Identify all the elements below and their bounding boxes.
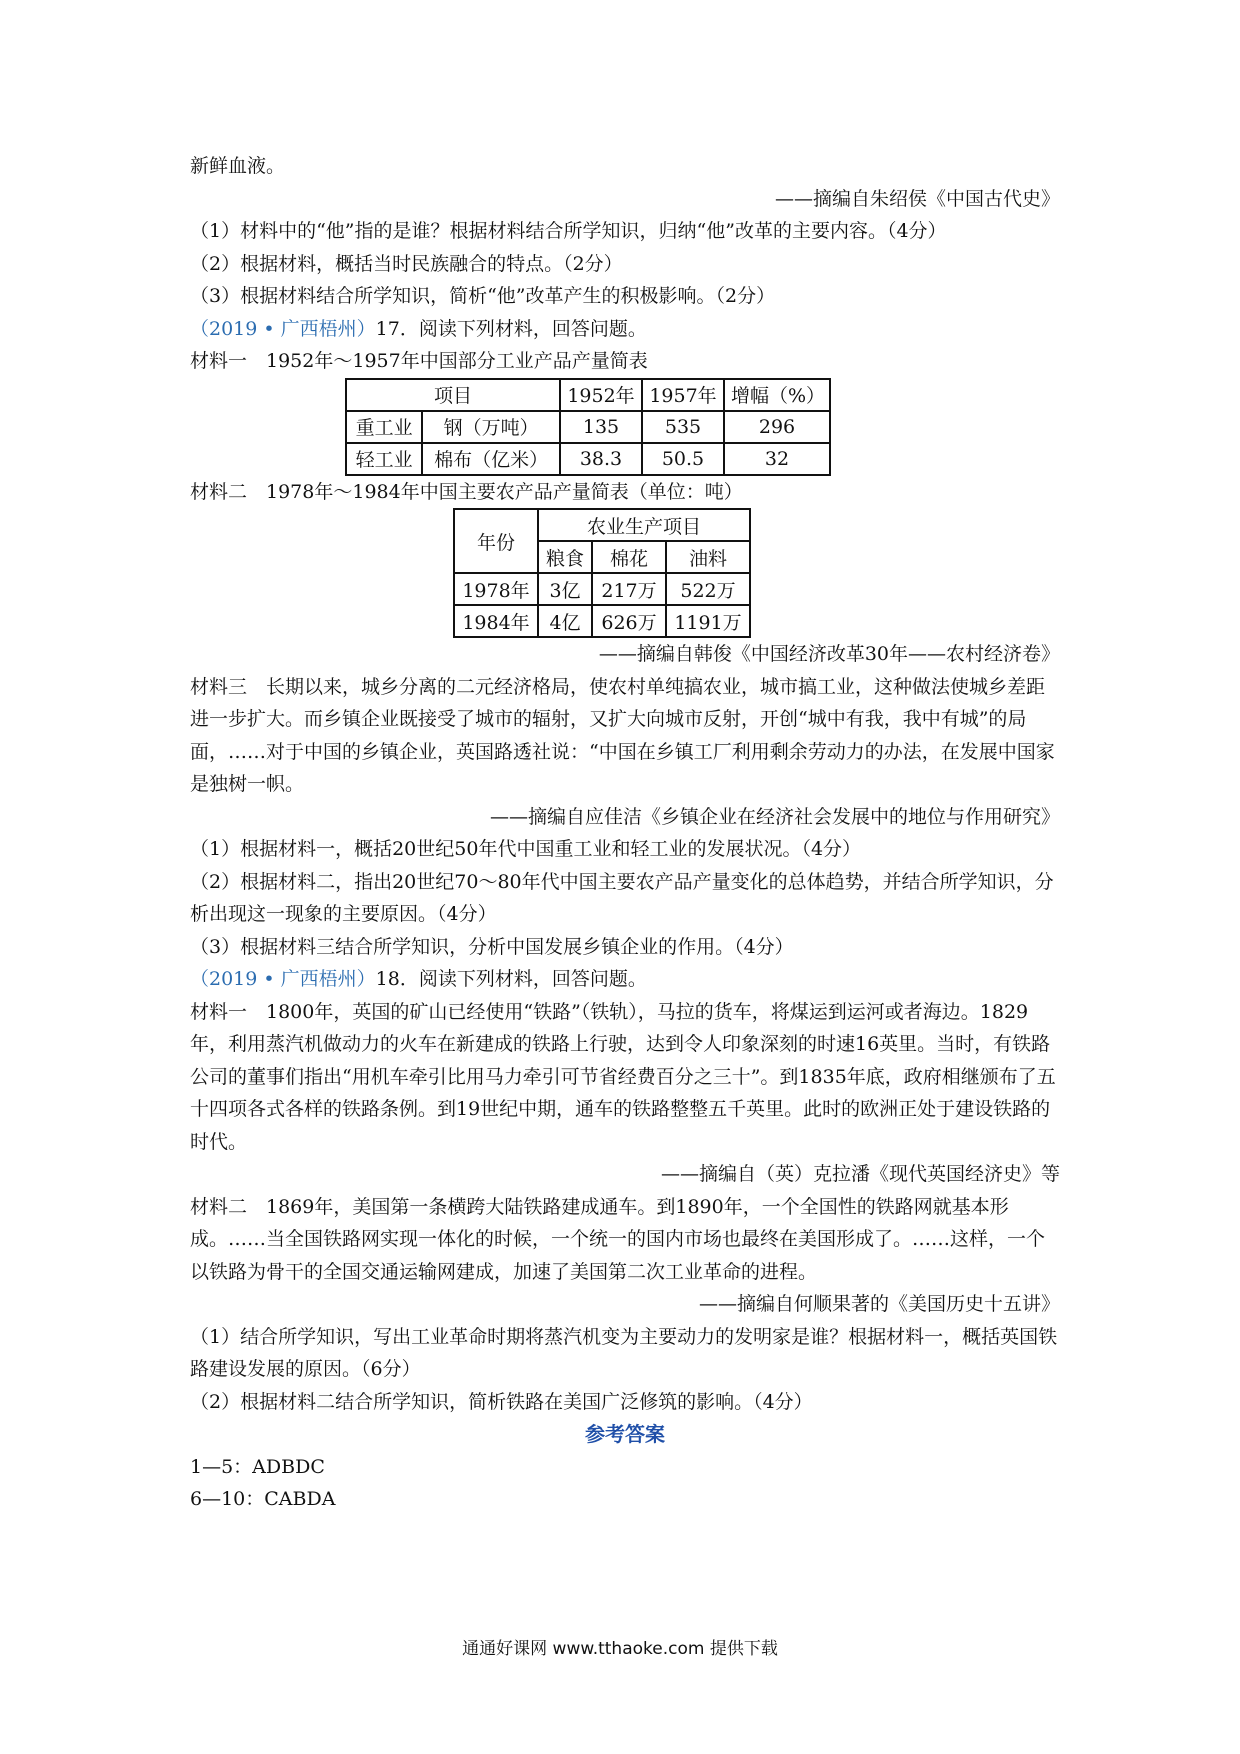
question-18-header [190,963,1060,996]
table-cell: 1191万 [666,605,750,637]
table-cell: 钢（万吨） [422,411,560,443]
table-cell: 522万 [666,573,750,605]
table-cell: 50.5 [642,443,724,475]
material-text: 材料二 1869年，美国第一条横跨大陆铁路建成通车。到1890年，一个全国性的铁路网就基本形成。……当全国铁路网实现一体化的时候，一个统一的国内市场也最终在美国形成了。……这样，一个以铁路为骨干的全国交通运输网建成，加速了美国第二次工业革命的进程。 [190,1195,1046,1283]
table-cell: 1984年 [454,605,538,637]
question-prompt: 18．阅读下列材料，回答问题。 [375,968,647,990]
table-header: 1952年 [560,379,642,411]
question: （1）根据材料一，概括20世纪50年代中国重工业和轻工业的发展状况。（4分） [190,838,862,860]
table-header: 粮食 [538,541,592,573]
table-cell: 轻工业 [346,443,422,475]
answer-line: 1—5：ADBDC [190,1455,325,1478]
table-cell: 296 [724,411,830,443]
question-source: （2019 • 广西梧州） [190,968,376,990]
table-cell: 棉布（亿米） [422,443,560,475]
table-header: 农业生产项目 [538,509,750,541]
question: （1）材料中的“他”指的是谁？根据材料结合所学知识，归纳“他”改革的主要内容。（4分） [190,220,947,242]
citation: ——摘编自朱绍侯《中国古代史》 [774,187,1060,210]
material-title: 材料二 1978年～1984年中国主要农产品产量简表（单位：吨） [190,480,743,503]
citation: ——摘编自（英）克拉潘《现代英国经济史》等 [660,1163,1060,1185]
text-line: 新鲜血液。 [190,155,286,177]
material-text: 材料三 长期以来，城乡分离的二元经济格局，使农村单纯搞农业，城市搞工业，这种做法使城乡差距进一步扩大。而乡镇企业既接受了城市的辐射，又扩大向城市反射，开创“城中有我，我中有城”的局面，……对于中国的乡镇企业，英国路透社说：“中国在乡镇工厂利用剩余劳动力的办法，在发展中国家是独树一帜。 [190,675,1055,795]
agriculture-table [453,508,751,638]
table-header: 油料 [666,541,750,573]
table-header: 1957年 [642,379,724,411]
citation: ——摘编自应佳洁《乡镇企业在经济社会发展中的地位与作用研究》 [489,805,1060,828]
question-17-header [190,313,1060,346]
question: （3）根据材料三结合所学知识，分析中国发展乡镇企业的作用。（4分） [190,935,794,958]
table-header: 增幅（%） [724,379,830,411]
question-source: （2019 • 广西梧州） [190,317,376,340]
table-cell: 32 [724,443,830,475]
table-cell: 626万 [592,605,666,637]
answers-heading: 参考答案 [585,1422,665,1446]
material-title: 材料一 1952年～1957年中国部分工业产品产量简表 [190,350,648,372]
table-header: 年份 [454,509,538,573]
table-cell: 4亿 [538,605,592,637]
table-cell: 217万 [592,573,666,605]
question: （2）根据材料，概括当时民族融合的特点。（2分） [190,252,623,275]
question: （2）根据材料二，指出20世纪70～80年代中国主要农产品产量变化的总体趋势，并结合所学知识，分析出现这一现象的主要原因。（4分） [190,870,1054,925]
table-header: 项目 [346,379,560,411]
table-cell: 38.3 [560,443,642,475]
table-cell: 135 [560,411,642,443]
citation: ——摘编自韩俊《中国经济改革30年——农村经济卷》 [598,643,1060,665]
question-prompt: 17．阅读下列材料，回答问题。 [375,317,647,340]
table-header: 棉花 [592,541,666,573]
footer: 通通好课网 www.tthaoke.com 提供下载 [462,1639,778,1659]
answer-line: 6—10：CABDA [190,1488,336,1510]
table-cell: 重工业 [346,411,422,443]
table-cell: 535 [642,411,724,443]
question: （1）结合所学知识，写出工业革命时期将蒸汽机变为主要动力的发明家是谁？根据材料一，概括英国铁路建设发展的原因。（6分） [190,1325,1058,1380]
citation: ——摘编自何顺果著的《美国历史十五讲》 [698,1293,1060,1315]
industry-table [345,378,831,476]
material-text: 材料一 1800年，英国的矿山已经使用“铁路”（铁轨），马拉的货车，将煤运到运河或者海边。1829年，利用蒸汽机做动力的火车在新建成的铁路上行驶，达到令人印象深刻的时速16英里。当时，有铁路公司的董事们指出“用机车牵引比用马力牵引可节省经费百分之三十”。到1835年底，政府相继颁布了五十四项各式各样的铁路条例。到19世纪中期，通车的铁路整整五千英里。此时的欧洲正处于建设铁路的时代。 [190,1000,1056,1153]
document-page [190,150,1060,1516]
table-cell: 1978年 [454,573,538,605]
question: （3）根据材料结合所学知识，简析“他”改革产生的积极影响。（2分） [190,285,776,307]
table-cell: 3亿 [538,573,592,605]
question: （2）根据材料二结合所学知识，简析铁路在美国广泛修筑的影响。（4分） [190,1390,813,1413]
